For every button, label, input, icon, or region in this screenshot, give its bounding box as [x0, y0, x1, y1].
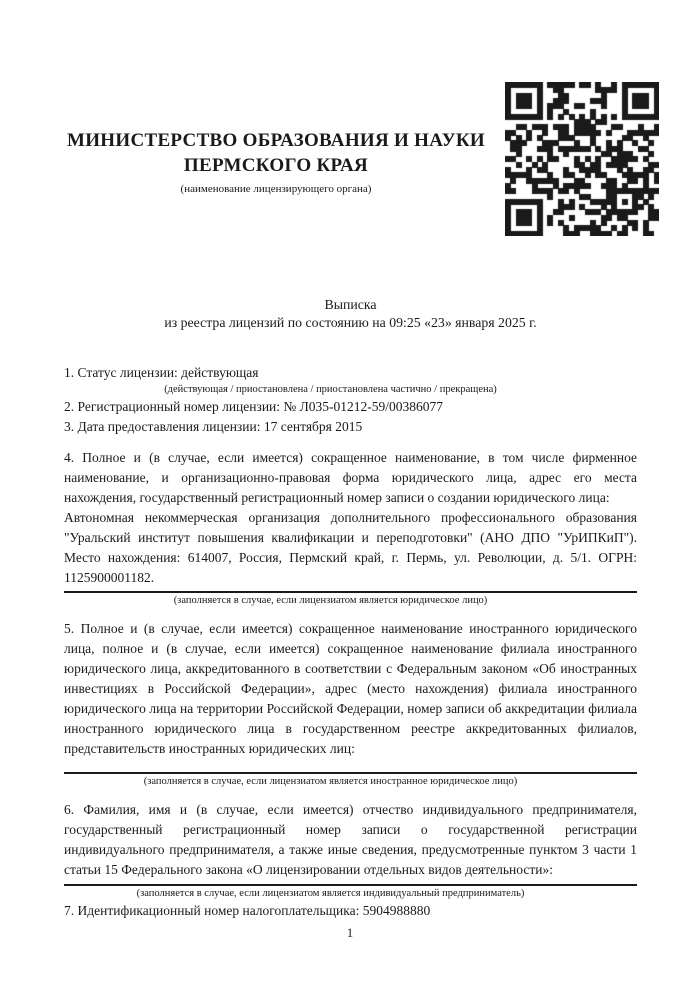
foreign-entity-question: 5. Полное и (в случае, если имеется) сокращенное наименование иностранного юридического лица, полное и (в случае, если имеется) сокращенное наименование филиала иностранного юридического лица, аккредитованного в соответствии с Федеральным законом «Об иностранных инвестициях в Российской Федерации», адрес (место нахождения) филиала иностранного юридического лица на территории Российской Федерации, номер записи об аккредитации филиала иностранного юридического лица в государственном реестре аккредитованных филиалов, представительств иностранных юридических лиц:: [64, 621, 637, 756]
individual-entrepreneur-rule: [64, 884, 637, 886]
item-taxpayer-number: 7. Идентификационный номер налогоплательщика: 5904988880: [64, 903, 431, 918]
legal-entity-value: Автономная некоммерческая организация дополнительного профессионального образования "Уральский институт повышения квалификации и переподготовки" (АНО ДПО "УрИПКиП"). Место нахождения: 614007, Россия, Пермский край, г. Пермь, ул. Революции, д. 5/1. ОГРН: 1125900001182.: [64, 510, 637, 585]
foreign-entity-caption: (заполняется в случае, если лицензиатом является иностранное юридическое лицо): [143, 776, 518, 787]
item-grant-date: 3. Дата предоставления лицензии: 17 сентября 2015: [64, 419, 363, 434]
legal-entity-caption: (заполняется в случае, если лицензиатом является юридическое лицо): [173, 595, 488, 606]
document-title-line1: Выписка: [324, 297, 377, 312]
licensing-authority-header: [66, 128, 486, 196]
item-license-status: [64, 363, 637, 397]
license-status-text: 1. Статус лицензии: действующая: [64, 365, 259, 380]
qr-code-icon: [505, 82, 659, 236]
item-registration-number: 2. Регистрационный номер лицензии: № Л035-01212-59/00386077: [64, 399, 444, 414]
legal-entity-rule: [64, 591, 637, 593]
document-body: [64, 363, 637, 921]
item-legal-entity: [64, 448, 637, 608]
item-foreign-entity: [64, 619, 637, 789]
license-status-caption: (действующая / приостановлена / приостановлена частично / прекращена): [164, 384, 497, 395]
individual-entrepreneur-caption: (заполняется в случае, если лицензиатом является индивидуальный предприниматель): [136, 888, 525, 899]
org-name-line1: МИНИСТЕРСТВО ОБРАЗОВАНИЯ И НАУКИ: [66, 130, 486, 151]
legal-entity-question: 4. Полное и (в случае, если имеется) сокращенное наименование, в том числе фирменное наименование, и организационно-правовая форма юридического лица, адрес его места нахождения, государственный регистрационный номер записи о создании юридического лица:: [64, 450, 637, 505]
document-title: [64, 296, 637, 332]
individual-entrepreneur-question: 6. Фамилия, имя и (в случае, если имеется) отчество индивидуального предпринимателя, государственный регистрационный номер записи о государственной регистрации индивидуального предпринимателя, а также иные сведения, предусмотренные пунктом 3 части 1 статьи 15 Федерального закона «О лицензировании отдельных видов деятельности»:: [64, 802, 637, 877]
foreign-entity-rule: [64, 772, 637, 774]
item-individual-entrepreneur: [64, 800, 637, 901]
org-name-caption: (наименование лицензирующего органа): [180, 183, 372, 195]
page-number: 1: [346, 926, 354, 940]
org-name-line2: ПЕРМСКОГО КРАЯ: [183, 155, 369, 176]
org-name: [66, 128, 486, 178]
document-title-line2: из реестра лицензий по состоянию на 09:25 «23» января 2025 г.: [164, 315, 537, 330]
